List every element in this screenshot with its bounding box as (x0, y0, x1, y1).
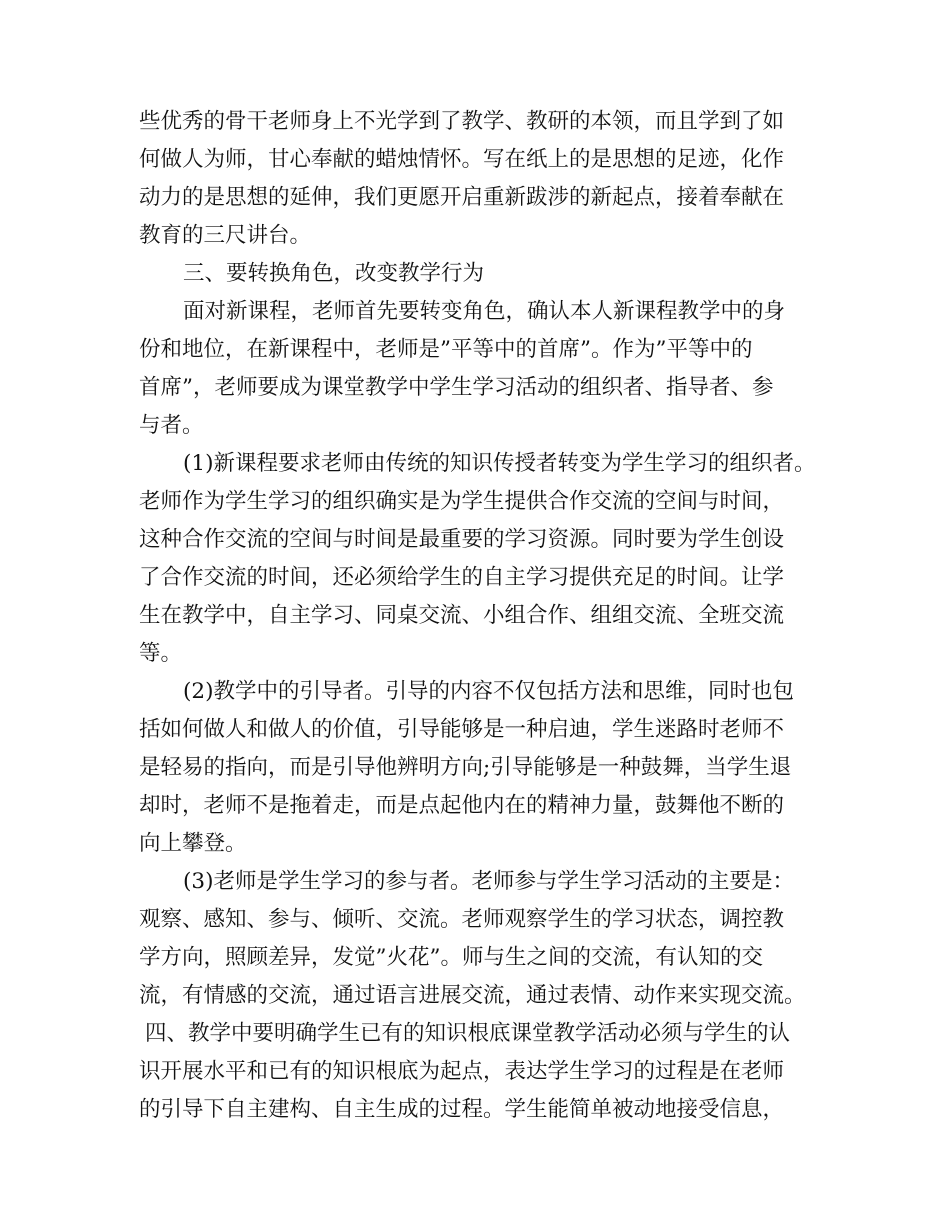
list-item-1-start: (1)新课程要求老师由传统的知识传授者转变为学生学习的组织者。 (183, 451, 816, 476)
body-text-line: 向上攀登。 (139, 831, 247, 856)
section-heading-4: 四、教学中要明确学生已有的知识根底课堂教学活动必须与学生的认 (145, 1021, 791, 1046)
document-body (139, 103, 829, 1129)
body-text-line: 的引导下自主建构、自主生成的过程。学生能简单被动地接受信息， (139, 1097, 785, 1122)
body-text-line: 等。 (139, 641, 183, 666)
body-text-line: 流，有情感的交流，通过语言进展交流，通过表情、动作来实现交流。 (139, 983, 806, 1008)
body-text-line: 老师作为学生学习的组织确实是为学生提供合作交流的空间与时间， (139, 489, 785, 514)
body-text-line: 这种合作交流的空间与时间是最重要的学习资源。同时要为学生创设 (139, 527, 785, 552)
body-text-line: 份和地位，在新课程中，老师是”平等中的首席”。作为”平等中的 (139, 337, 753, 362)
section-heading-3: 三、要转换角色，改变教学行为 (183, 261, 485, 286)
body-text-line: 动力的是思想的延伸，我们更愿开启重新跋涉的新起点，接着奉献在 (139, 185, 785, 210)
paragraph-start-line: 面对新课程，老师首先要转变角色，确认本人新课程教学中的身 (183, 299, 786, 324)
body-text-line: 括如何做人和做人的价值，引导能够是一种启迪，学生迷路时老师不 (139, 717, 785, 742)
body-text-line: 学方向，照顾差异，发觉”火花”。师与生之间的交流，有认知的交 (139, 945, 763, 970)
body-text-line: 何做人为师，甘心奉献的蜡烛情怀。写在纸上的是思想的足迹，化作 (139, 147, 785, 172)
body-text-line: 识开展水平和已有的知识根底为起点，表达学生学习的过程是在老师 (139, 1059, 785, 1084)
list-item-2-start: (2)教学中的引导者。引导的内容不仅包括方法和思维，同时也包 (183, 679, 794, 704)
body-text-line: 了合作交流的时间，还必须给学生的自主学习提供充足的时间。让学 (139, 565, 785, 590)
body-text-line: 教育的三尺讲台。 (139, 223, 312, 248)
body-text-line: 却时，老师不是拖着走，而是点起他内在的精神力量，鼓舞他不断的 (139, 793, 785, 818)
body-text-line: 观察、感知、参与、倾听、交流。老师观察学生的学习状态，调控教 (139, 907, 785, 932)
body-text-line: 首席”，老师要成为课堂教学中学生学习活动的组织者、指导者、参 (139, 375, 774, 400)
list-item-3-start: (3)老师是学生学习的参与者。老师参与学生学习活动的主要是： (183, 869, 794, 894)
body-text-line: 是轻易的指向，而是引导他辨明方向;引导能够是一种鼓舞，当学生退 (139, 755, 792, 780)
body-text-line: 生在教学中，自主学习、同桌交流、小组合作、组组交流、全班交流 (139, 603, 785, 628)
body-text-line: 与者。 (139, 413, 204, 438)
body-text-line: 些优秀的骨干老师身上不光学到了教学、教研的本领，而且学到了如 (139, 109, 785, 134)
